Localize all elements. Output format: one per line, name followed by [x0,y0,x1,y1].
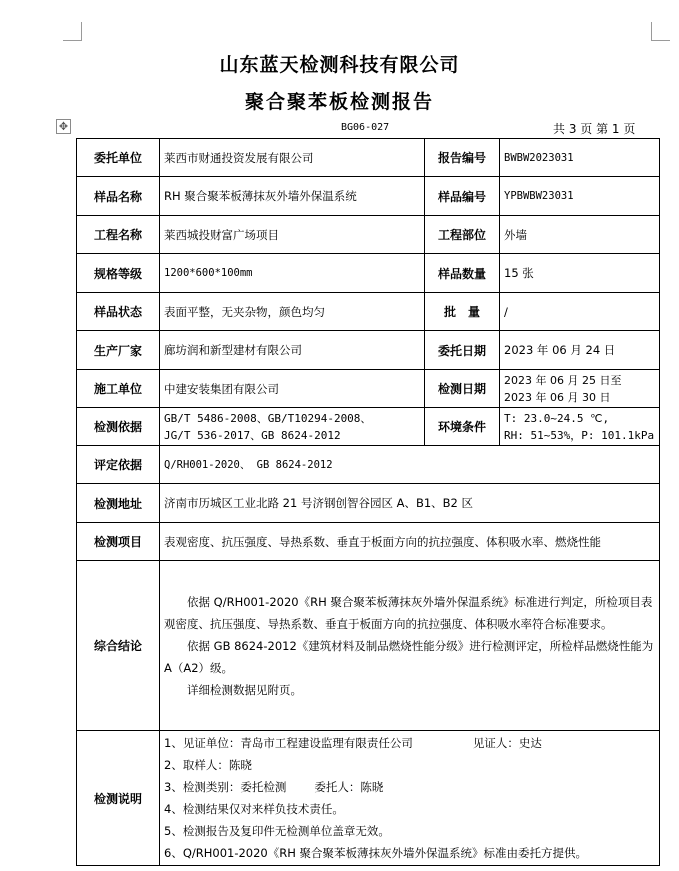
entrust-date-value: 2023 年 06 月 24 日 [500,331,660,370]
env-line-2: RH: 51~53%，P: 101.1kPa [504,428,655,442]
part-value: 外墙 [500,216,660,254]
notes-label: 检测说明 [77,731,160,866]
sample-no-label: 样品编号 [425,177,500,216]
note-3 [164,776,655,798]
company-name: 山东蓝天检测科技有限公司 [219,54,460,76]
part-label: 工程部位 [425,216,500,254]
test-date-start: 2023 年 06 月 25 日至 [504,373,622,387]
maker-label: 生产厂家 [77,331,160,370]
client-value: 莱西市财通投资发展有限公司 [160,139,425,177]
sample-no-value: YPBWBW23031 [500,177,660,216]
spec-value: 1200*600*100mm [160,254,425,293]
state-value: 表面平整，无夹杂物，颜色均匀 [160,293,425,331]
table-row [77,408,660,446]
judge-value: Q/RH001-2020、 GB 8624-2012 [160,446,660,484]
basis-value [160,408,425,446]
judge-label: 评定依据 [77,446,160,484]
batch-value: / [500,293,660,331]
entrust-date-label: 委托日期 [425,331,500,370]
table-row [77,731,660,866]
table-row [77,139,660,177]
note-3-client: 委托人：陈晓 [314,780,384,794]
doc-code: BG06-027 [341,122,390,133]
qty-value: 15 张 [500,254,660,293]
site-value: 济南市历城区工业北路 21 号济钢创智谷园区 A、B1、B2 区 [160,484,660,523]
note-3-text: 3、检测类别：委托检测 [164,780,287,794]
test-date-label: 检测日期 [425,370,500,408]
note-2: 2、取样人：陈晓 [164,758,252,772]
env-line-1: T: 23.0~24.5 ℃, [504,411,610,425]
env-label: 环境条件 [425,408,500,446]
items-label: 检测项目 [77,523,160,561]
conclusion-paragraph-1: 依据 Q/RH001-2020《RH 聚合聚苯板薄抹灰外墙外保温系统》标准进行判定，所检项目表观密度、抗压强度、导热系数、垂直于板面方向的抗拉强度、体积吸水率符合标准要求。 [164,594,653,631]
table-row [77,216,660,254]
conclusion-paragraph-3: 详细检测数据见附页。 [187,682,302,697]
spec-label: 规格等级 [77,254,160,293]
basis-line-2: JG/T 536-2017、GB 8624-2012 [164,428,341,442]
notes-text [160,731,660,866]
conclusion-label: 综合结论 [77,561,160,731]
crop-mark-top-left [63,22,82,41]
test-date-value [500,370,660,408]
table-row [77,293,660,331]
note-4: 4、检测结果仅对来样负技术责任。 [164,802,344,816]
note-1 [164,732,655,754]
table-row [77,484,660,523]
crop-mark-top-right [651,22,670,41]
qty-label: 样品数量 [425,254,500,293]
project-value: 莱西城投财富广场项目 [160,216,425,254]
table-row [77,370,660,408]
conclusion-text [160,561,660,731]
construct-label: 施工单位 [77,370,160,408]
table-move-handle-icon[interactable]: ✥ [56,119,71,134]
items-value: 表观密度、抗压强度、导热系数、垂直于板面方向的抗拉强度、体积吸水率、燃烧性能 [160,523,660,561]
report-table [76,138,660,866]
report-no-value: BWBW2023031 [500,139,660,177]
note-6: 6、Q/RH001-2020《RH 聚合聚苯板薄抹灰外墙外保温系统》标准由委托方提供。 [164,846,588,860]
client-label: 委托单位 [77,139,160,177]
note-1-witness: 见证人：史达 [472,736,542,750]
state-label: 样品状态 [77,293,160,331]
sample-name-label: 样品名称 [77,177,160,216]
project-label: 工程名称 [77,216,160,254]
note-1-text: 1、见证单位：青岛市工程建设监理有限责任公司 [164,736,413,750]
test-date-end: 2023 年 06 月 30 日 [504,390,611,404]
maker-value: 廊坊润和新型建材有限公司 [160,331,425,370]
site-label: 检测地址 [77,484,160,523]
report-no-label: 报告编号 [425,139,500,177]
basis-line-1: GB/T 5486-2008、GB/T10294-2008、 [164,411,372,425]
construct-value: 中建安装集团有限公司 [160,370,425,408]
table-row [77,446,660,484]
table-row [77,523,660,561]
page-info: 共 3 页 第 1 页 [553,122,636,136]
conclusion-paragraph-2: 依据 GB 8624-2012《建筑材料及制品燃烧性能分级》进行检测评定，所检样品燃烧性能为 A（A2）级。 [164,638,654,675]
batch-label: 批 量 [425,293,500,331]
note-5: 5、检测报告及复印件无检测单位盖章无效。 [164,824,390,838]
table-row [77,254,660,293]
sample-name-value: RH 聚合聚苯板薄抹灰外墙外保温系统 [160,177,425,216]
table-row [77,177,660,216]
report-title: 聚合聚苯板检测报告 [244,91,434,113]
env-value [500,408,660,446]
table-row [77,331,660,370]
table-row [77,561,660,731]
basis-label: 检测依据 [77,408,160,446]
